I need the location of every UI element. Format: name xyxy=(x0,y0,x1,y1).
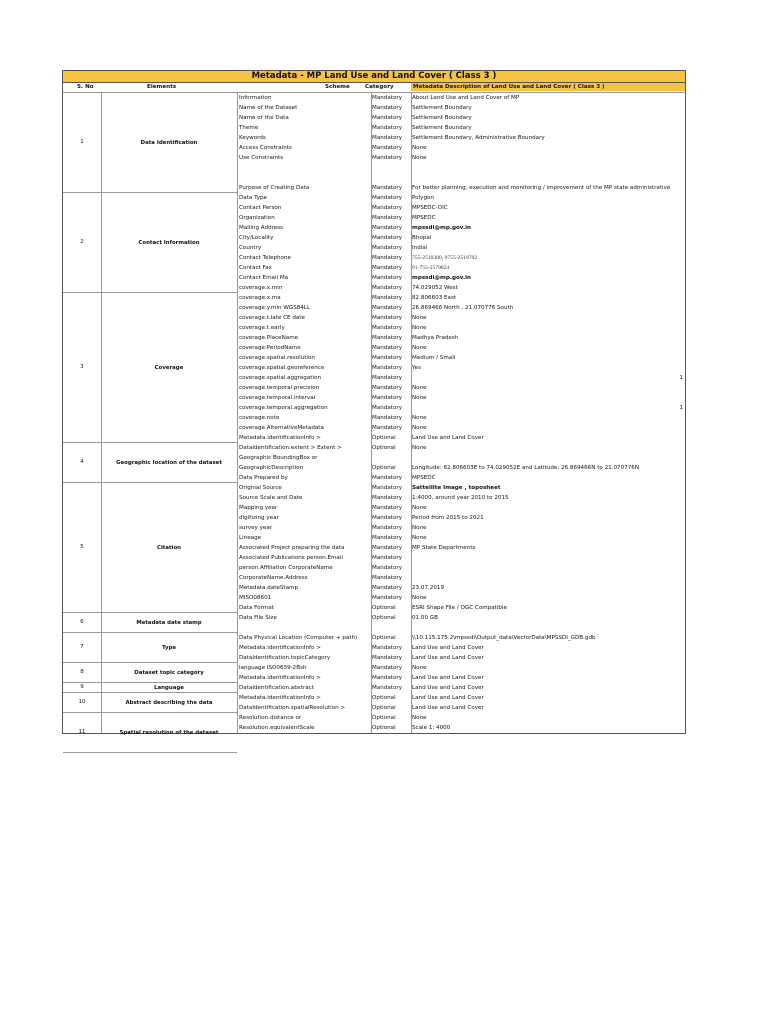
scheme-cell: Original Source xyxy=(239,485,282,491)
scheme-cell: Associated Publications person.Email xyxy=(239,555,343,561)
category-cell: Mandatory xyxy=(372,645,403,651)
header-category: Category xyxy=(365,84,394,90)
scheme-cell: coverage.temporal.interval xyxy=(239,395,316,401)
element-group xyxy=(63,483,237,613)
table-row xyxy=(237,493,685,503)
scheme-cell: coverage.note xyxy=(239,415,280,421)
table-row xyxy=(237,243,685,253)
scheme-cell: Name of the Data xyxy=(239,115,289,121)
element-name: Contact Information xyxy=(138,239,200,246)
description-cell: 26.869466 North , 21.070776 South xyxy=(412,305,514,311)
scheme-cell: Data Physical Location (Computer + path) xyxy=(239,635,358,641)
description-cell: Land Use and Land Cover xyxy=(412,705,484,711)
table-row xyxy=(237,343,685,353)
scheme-cell: Associated Project preparing the data xyxy=(239,545,345,551)
scheme-cell: Geographic BoundingBox or xyxy=(239,455,318,461)
scheme-cell: Data Prepared by xyxy=(239,475,288,481)
description-cell: None xyxy=(412,445,427,451)
element-name: Metadata date stamp xyxy=(136,619,202,626)
element-group xyxy=(63,293,237,443)
element-group xyxy=(63,683,237,693)
category-cell: Mandatory xyxy=(372,585,403,591)
element-group xyxy=(63,613,237,633)
scheme-cell: Contact Email Ma xyxy=(239,275,289,281)
element-name: Citation xyxy=(157,544,181,551)
element-name: Type xyxy=(161,644,177,651)
serial-number: 10 xyxy=(78,699,86,705)
category-cell: Optional xyxy=(372,725,396,731)
scheme-cell: Data Format xyxy=(239,605,274,611)
category-cell: Mandatory xyxy=(372,665,403,671)
category-cell: Optional xyxy=(372,605,396,611)
table-row xyxy=(237,283,685,293)
sheet-title: Metadata - MP Land Use and Land Cover ( Class 3 ) xyxy=(62,70,686,83)
description-cell: 23.07.2019 xyxy=(412,585,445,591)
description-cell: MPSEDC xyxy=(412,475,436,481)
description-cell: None xyxy=(412,505,427,511)
category-cell: Mandatory xyxy=(372,215,403,221)
table-row xyxy=(237,703,685,713)
header-description: Metadata Description of Land Use and Land Cover ( Class 3 ) xyxy=(411,83,685,91)
table-row xyxy=(237,573,685,583)
table-row xyxy=(237,443,685,453)
table-row xyxy=(237,203,685,213)
scheme-cell: DataIdentification.spatialResolution > xyxy=(239,705,346,711)
category-cell: Optional xyxy=(372,635,396,641)
table-row xyxy=(237,543,685,553)
scheme-cell: coverage.PeriodName xyxy=(239,345,301,351)
description-cell: Indial xyxy=(412,245,428,251)
scheme-cell: coverage.x.min xyxy=(239,285,283,291)
category-cell: Mandatory xyxy=(372,145,403,151)
description-cell: Land Use and Land Cover xyxy=(412,435,484,441)
table-row xyxy=(237,163,685,173)
scheme-cell: Lineage xyxy=(239,535,262,541)
element-group xyxy=(63,193,237,293)
table-row xyxy=(237,293,685,303)
category-cell: Mandatory xyxy=(372,475,403,481)
category-cell: Mandatory xyxy=(372,395,403,401)
category-cell: Mandatory xyxy=(372,125,403,131)
scheme-cell: coverage.spatial.resolution xyxy=(239,355,315,361)
description-cell: None xyxy=(412,145,427,151)
element-name: Abstract describing the data xyxy=(125,699,213,706)
description-cell: Scale 1: 4000 xyxy=(412,725,451,731)
table-row xyxy=(237,453,685,463)
table-row xyxy=(237,593,685,603)
scheme-cell: Mailing Address xyxy=(239,225,284,231)
scheme-cell: Metadata.dateStamp xyxy=(239,585,299,591)
scheme-cell: DataIdentification.abstract xyxy=(239,685,314,691)
category-cell: Mandatory xyxy=(372,115,403,121)
scheme-cell: Theme xyxy=(239,125,259,131)
description-cell: Polygon xyxy=(412,195,434,201)
description-cell: 1:4000, around year 2010 to 2015 xyxy=(412,495,509,501)
element-group xyxy=(63,633,237,663)
scheme-cell: Metadata.identificationInfo > xyxy=(239,435,321,441)
category-cell: Mandatory xyxy=(372,425,403,431)
table-row xyxy=(237,563,685,573)
scheme-cell: Use Constraints xyxy=(239,155,284,161)
scheme-cell: Country xyxy=(239,245,262,251)
table-row xyxy=(237,463,685,473)
table-row xyxy=(237,623,685,633)
scheme-cell: Metadata.identificationInfo > xyxy=(239,645,321,651)
table-row xyxy=(237,533,685,543)
element-group xyxy=(63,713,237,753)
scheme-cell: Contact Person xyxy=(239,205,282,211)
description-cell: Settlement Boundary, Administrative Boundary xyxy=(412,135,545,141)
table-row xyxy=(237,713,685,723)
scheme-cell: DataIdentification.topicCategory xyxy=(239,655,331,661)
table-row xyxy=(237,103,685,113)
description-cell: None xyxy=(412,525,427,531)
category-cell: Mandatory xyxy=(372,245,403,251)
scheme-cell: Resolution.distance or xyxy=(239,715,302,721)
scheme-cell: Organization xyxy=(239,215,275,221)
table-row xyxy=(237,513,685,523)
category-cell: Mandatory xyxy=(372,405,403,411)
category-cell: Optional xyxy=(372,435,396,441)
scheme-cell: Data File Size xyxy=(239,615,277,621)
category-cell: Mandatory xyxy=(372,565,403,571)
description-cell: Settlement Boundary xyxy=(412,125,472,131)
category-cell: Mandatory xyxy=(372,375,403,381)
table-row xyxy=(237,373,685,383)
category-cell: Optional xyxy=(372,695,396,701)
table-row xyxy=(237,253,685,263)
category-cell: Mandatory xyxy=(372,655,403,661)
category-cell: Optional xyxy=(372,615,396,621)
category-cell: Mandatory xyxy=(372,285,403,291)
description-cell: About Land Use and Land Cover of MP xyxy=(412,95,520,101)
table-row xyxy=(237,233,685,243)
category-cell: Mandatory xyxy=(372,675,403,681)
description-cell: Settlement Boundary xyxy=(412,105,472,111)
description-cell: None xyxy=(412,315,427,321)
category-cell: Mandatory xyxy=(372,415,403,421)
description-cell: For better planning, execution and monitoring / improvement of the MP state administrative xyxy=(412,185,671,191)
category-cell: Optional xyxy=(372,715,396,721)
category-cell: Mandatory xyxy=(372,345,403,351)
description-cell: Medium / Small xyxy=(412,355,456,361)
table-row xyxy=(237,193,685,203)
description-cell: None xyxy=(412,425,427,431)
table-row xyxy=(237,633,685,643)
category-cell: Mandatory xyxy=(372,275,403,281)
scheme-cell: person.Affiliation CorporateName xyxy=(239,565,333,571)
scheme-cell: coverage.temporal.aggregation xyxy=(239,405,328,411)
table-row xyxy=(237,363,685,373)
description-cell: Settlement Boundary xyxy=(412,115,472,121)
table-row xyxy=(237,173,685,183)
description-cell: None xyxy=(412,535,427,541)
description-cell: 91-755-2579824 xyxy=(412,265,450,271)
table-row xyxy=(237,313,685,323)
table-row xyxy=(237,523,685,533)
category-cell: Mandatory xyxy=(372,685,403,691)
category-cell: Mandatory xyxy=(372,255,403,261)
description-cell: ESRI Shape File / OGC Compatible xyxy=(412,605,507,611)
scheme-cell: digitizing year xyxy=(239,515,279,521)
table-row xyxy=(237,723,685,733)
scheme-cell: Information xyxy=(239,95,272,101)
table-row xyxy=(237,483,685,493)
description-cell: None xyxy=(412,595,427,601)
metadata-sheet xyxy=(62,70,686,734)
serial-number: 6 xyxy=(80,619,84,625)
category-cell: Mandatory xyxy=(372,195,403,201)
category-cell: Optional xyxy=(372,465,396,471)
category-cell: Mandatory xyxy=(372,555,403,561)
description-cell: Land Use and Land Cover xyxy=(412,675,484,681)
category-cell: Optional xyxy=(372,445,396,451)
table-row xyxy=(237,93,685,103)
scheme-cell: coverage.x.ma xyxy=(239,295,281,301)
description-cell: Land Use and Land Cover xyxy=(412,695,484,701)
scheme-cell: Contact Telephone xyxy=(239,255,291,261)
description-cell: Land Use and Land Cover xyxy=(412,655,484,661)
category-cell: Mandatory xyxy=(372,135,403,141)
table-row xyxy=(237,693,685,703)
category-cell: Mandatory xyxy=(372,355,403,361)
description-cell: \\10.115.175.2\mpssdi\Output_data\VectorData\MPSSDI_GDB.gdb xyxy=(412,635,596,641)
element-name: Geographic location of the dataset xyxy=(116,459,222,466)
scheme-cell: Name of the Dataset xyxy=(239,105,298,111)
element-group xyxy=(63,693,237,713)
scheme-cell: coverage.temporal.precision xyxy=(239,385,320,391)
description-cell: None xyxy=(412,155,427,161)
category-cell: Mandatory xyxy=(372,325,403,331)
table-row xyxy=(237,393,685,403)
category-cell: Mandatory xyxy=(372,385,403,391)
description-cell: Land Use and Land Cover xyxy=(412,645,484,651)
table-row xyxy=(237,413,685,423)
description-cell: MPSEDC-OIC xyxy=(412,205,448,211)
description-cell: MPSEDC xyxy=(412,215,436,221)
scheme-cell: MISO08601 xyxy=(239,595,272,601)
table-row xyxy=(237,123,685,133)
scheme-cell: coverage.y.min WGS84LL xyxy=(239,305,311,311)
description-cell: mpssdi@mp.gov.in xyxy=(412,275,472,281)
category-cell: Mandatory xyxy=(372,335,403,341)
table-row xyxy=(237,553,685,563)
table-row xyxy=(237,143,685,153)
table-row xyxy=(237,333,685,343)
category-cell: Mandatory xyxy=(372,225,403,231)
table-row xyxy=(237,433,685,443)
scheme-cell: coverage.t.late CE date xyxy=(239,315,305,321)
scheme-cell: Source Scale and Date xyxy=(239,495,303,501)
table-row xyxy=(237,653,685,663)
serial-number: 8 xyxy=(80,669,84,675)
table-row xyxy=(237,683,685,693)
table-row xyxy=(237,663,685,673)
category-cell: Mandatory xyxy=(372,515,403,521)
table-row xyxy=(237,403,685,413)
serial-number: 4 xyxy=(80,459,84,465)
description-cell: None xyxy=(412,415,427,421)
scheme-cell: Metadata.identificationInfo > xyxy=(239,695,321,701)
header-scheme: Scheme xyxy=(325,84,350,90)
description-cell: 755-2518300, 0755-2518702 xyxy=(412,255,478,261)
category-cell: Mandatory xyxy=(372,545,403,551)
serial-number: 1 xyxy=(80,139,84,145)
category-cell: Mandatory xyxy=(372,575,403,581)
element-name: Coverage xyxy=(154,364,184,371)
description-cell: None xyxy=(412,345,427,351)
table-row xyxy=(237,113,685,123)
table-row xyxy=(237,503,685,513)
category-cell: Mandatory xyxy=(372,595,403,601)
description-cell: None xyxy=(412,385,427,391)
serial-number: 11 xyxy=(78,729,86,735)
element-name: Dataset topic category xyxy=(134,669,204,676)
header-elements: Elements xyxy=(147,84,177,90)
table-row xyxy=(237,603,685,613)
table-row xyxy=(237,613,685,623)
number-cell: 1 xyxy=(679,375,683,381)
description-cell: Bhopal xyxy=(412,235,432,241)
category-cell: Mandatory xyxy=(372,235,403,241)
table-row xyxy=(237,583,685,593)
scheme-cell: coverage.t.early xyxy=(239,325,285,331)
scheme-cell: coverage.spatial.aggregation xyxy=(239,375,321,381)
scheme-cell: City/Locality xyxy=(239,235,274,241)
description-cell: Land Use and Land Cover xyxy=(412,685,484,691)
scheme-cell: Data Type xyxy=(239,195,267,201)
description-cell: None xyxy=(412,715,427,721)
table-row xyxy=(237,323,685,333)
element-name: Language xyxy=(154,684,184,691)
category-cell: Mandatory xyxy=(372,105,403,111)
scheme-cell: Mapping year xyxy=(239,505,278,511)
scheme-cell: Resolution.equivalentScale xyxy=(239,725,315,731)
serial-number: 3 xyxy=(80,364,84,370)
table-row xyxy=(237,673,685,683)
scheme-cell: survey year xyxy=(239,525,273,531)
category-cell: Mandatory xyxy=(372,525,403,531)
category-cell: Mandatory xyxy=(372,305,403,311)
description-cell: Yes xyxy=(412,365,422,371)
header-sno: S. No xyxy=(77,84,94,90)
table-row xyxy=(237,213,685,223)
category-cell: Mandatory xyxy=(372,295,403,301)
category-cell: Mandatory xyxy=(372,485,403,491)
category-cell: Mandatory xyxy=(372,495,403,501)
table-row xyxy=(237,263,685,273)
category-cell: Mandatory xyxy=(372,315,403,321)
table-row xyxy=(237,383,685,393)
description-cell: Satteilite Image , toposheet xyxy=(412,485,501,491)
table-row xyxy=(237,473,685,483)
description-cell: mpssdi@mp.gov.in xyxy=(412,225,472,231)
description-cell: None xyxy=(412,665,427,671)
scheme-cell: GeographicDescription xyxy=(239,465,304,471)
category-cell: Mandatory xyxy=(372,265,403,271)
category-cell: Optional xyxy=(372,705,396,711)
description-cell: Madhya Pradesh xyxy=(412,335,459,341)
scheme-cell: Purpose of Creating Data xyxy=(239,185,310,191)
category-cell: Mandatory xyxy=(372,205,403,211)
element-name: Data Identification xyxy=(140,139,198,146)
element-group xyxy=(63,93,237,193)
serial-number: 5 xyxy=(80,544,84,550)
scheme-cell: coverage.PlaceName xyxy=(239,335,299,341)
category-cell: Mandatory xyxy=(372,95,403,101)
description-cell: None xyxy=(412,395,427,401)
scheme-cell: Keywords xyxy=(239,135,266,141)
element-name: Spatial resolution of the dataset xyxy=(119,729,219,736)
table-row xyxy=(237,223,685,233)
description-cell: None xyxy=(412,325,427,331)
scheme-cell: Contact Fax xyxy=(239,265,272,271)
category-cell: Mandatory xyxy=(372,365,403,371)
category-cell: Mandatory xyxy=(372,505,403,511)
scheme-cell: language ISO0639-2Bsh xyxy=(239,665,307,671)
table-row xyxy=(237,183,685,193)
description-cell: 74.029052 West xyxy=(412,285,458,291)
scheme-cell: coverage.AlternativeMetadata xyxy=(239,425,324,431)
category-cell: Mandatory xyxy=(372,155,403,161)
table-row xyxy=(237,353,685,363)
element-group xyxy=(63,663,237,683)
description-cell: 82.806603 East xyxy=(412,295,457,301)
scheme-cell: coverage.spatial.georeference xyxy=(239,365,325,371)
number-cell: 1 xyxy=(679,405,683,411)
scheme-cell: Access Constraints xyxy=(239,145,292,151)
scheme-cell: CorporateName.Address xyxy=(239,575,308,581)
table-row xyxy=(237,303,685,313)
table-row xyxy=(237,423,685,433)
serial-number: 9 xyxy=(80,684,84,690)
element-group xyxy=(63,443,237,483)
description-cell: Longitude: 82.806603E to 74.029052E and Latitude: 26.869466N to 21.070776N xyxy=(412,465,640,471)
serial-number: 2 xyxy=(80,239,84,245)
table-row xyxy=(237,153,685,163)
description-cell: MP State Departments xyxy=(412,545,476,551)
category-cell: Mandatory xyxy=(372,535,403,541)
table-row xyxy=(237,133,685,143)
description-cell: 01.00 GB xyxy=(412,615,438,621)
header-row xyxy=(62,83,686,93)
table-row xyxy=(237,643,685,653)
table-row xyxy=(237,273,685,283)
metadata-table xyxy=(62,93,686,734)
serial-number: 7 xyxy=(80,644,84,650)
description-cell: Period from 2015 to 2021 xyxy=(412,515,484,521)
scheme-cell: Metadata.identificationInfo > xyxy=(239,675,321,681)
scheme-cell: DataIdentification.extent > Extent > xyxy=(239,445,342,451)
category-cell: Mandatory xyxy=(372,185,403,191)
